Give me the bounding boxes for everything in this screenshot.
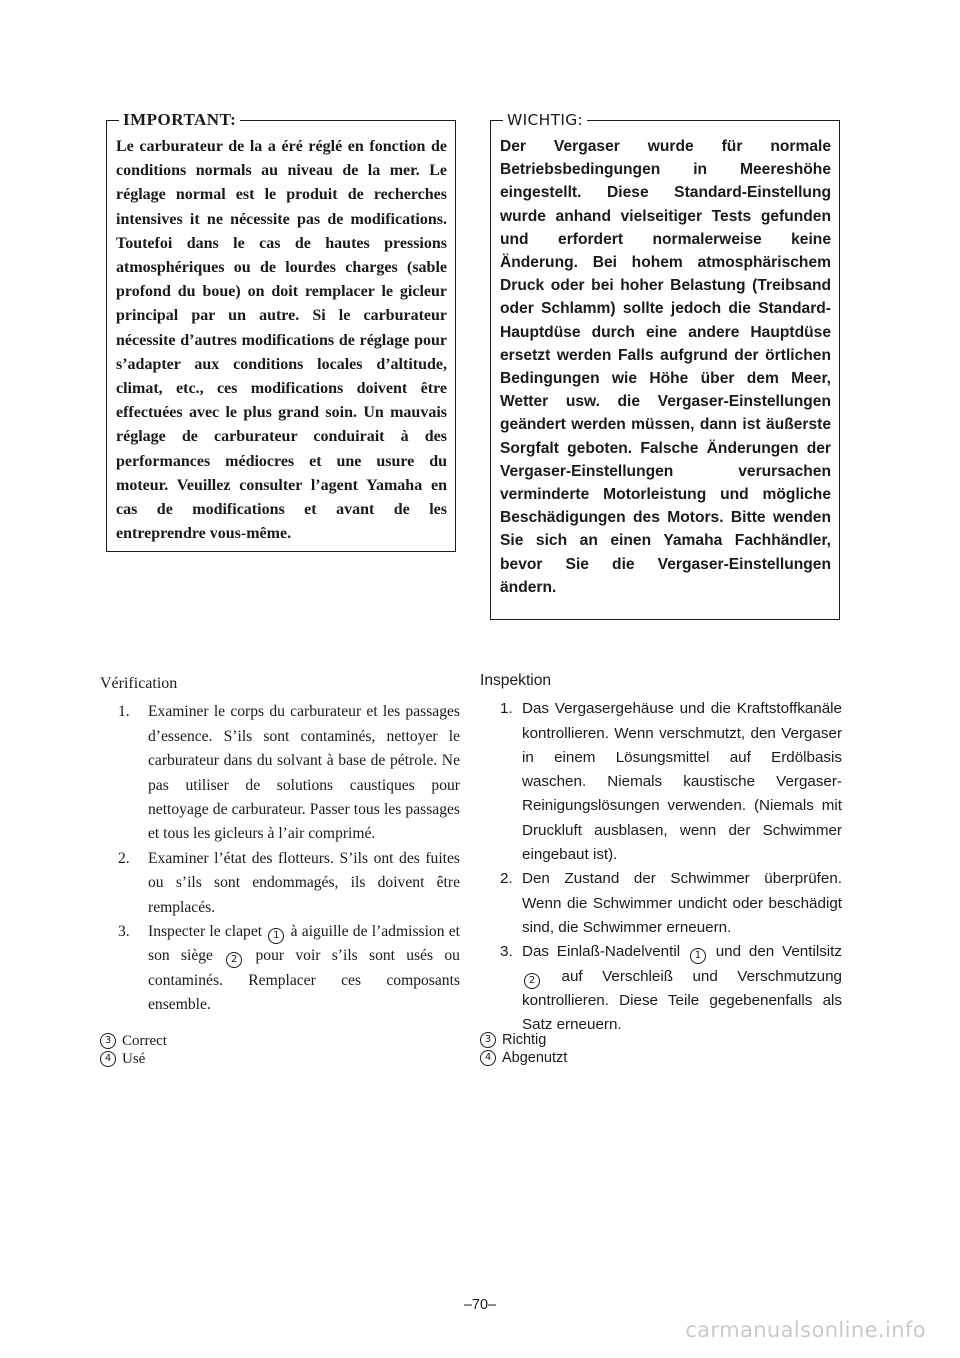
legend-text: Richtig <box>502 1032 547 1048</box>
watermark: carmanualsonline.info <box>685 1318 926 1342</box>
ref-number-icon: 3 <box>100 1033 116 1049</box>
steps-list-de <box>480 697 842 1037</box>
step-item <box>480 940 842 1037</box>
step-text-part: Das Einlaß-Nadelventil <box>522 943 681 961</box>
legend-text: Correct <box>122 1033 167 1049</box>
ref-number-icon: 1 <box>690 948 706 964</box>
legend-text: Abgenutzt <box>502 1050 568 1066</box>
step-text-part: und den Ventilsitz <box>715 943 842 961</box>
legend-item <box>480 1049 567 1067</box>
section-heading-de: Inspektion <box>480 672 552 689</box>
important-text-fr: Le carburateur de la a éré réglé en fonction de conditions normals au niveau de la mer. Le réglage normal est le produit de recherches intensives it ne nécessite pas de modifications. Toutefoi dans le cas de hautes pressions atmosphériques ou de lourdes charges (sable profond du boue) on doit remplacer le gicleur principal par un autre. Si le carburateur nécessite d’autres modifications de réglage pour s’adapter aux conditions locales d’altitude, climat, etc., ces modifications doivent être effectuées avec le plus grand soin. Un mauvais réglage de carburateur conduirait à des performances médiocres et une usure du moteur. Veuillez consulter l’agent Yamaha en cas de modifications et avant de les entreprendre vous-même. <box>116 138 447 543</box>
step-item <box>100 847 460 920</box>
step-text: Den Zustand der Schwimmer überprüfen. Wenn die Schwimmer undicht oder beschädigt sind, die Schwimmer erneuern. <box>522 870 842 936</box>
legend-text: Usé <box>122 1051 146 1067</box>
inspection-section-fr <box>100 672 460 1018</box>
ref-number-icon: 3 <box>480 1032 496 1048</box>
important-notice-fr <box>106 110 456 552</box>
ref-number-icon: 4 <box>480 1050 496 1066</box>
step-number: 3. <box>500 943 513 961</box>
legend-item <box>100 1032 167 1050</box>
page-number: –70– <box>463 1297 497 1313</box>
step-item <box>480 697 842 867</box>
step-number: 3. <box>118 923 130 941</box>
important-text-de: Der Vergaser wurde für normale Betriebsbedingungen in Meereshöhe eingestellt. Diese Standard-Einstellung wurde anhand vielseitiger Tests gefunden und erfordert normalerweise keine Änderung. Bei hohem atmosphärischem Druck oder bei hoher Belastung (Treibsand oder Schlamm) sollte jedoch die Standard-Hauptdüse durch eine andere Hauptdüse ersetzt werden Falls aufgrund der örtlichen Bedingungen wie Höhe über dem Meer, Wetter usw. die Vergaser-Einstellungen geändert werden müssen, dann ist äußerste Sorgfalt geboten. Falsche Änderungen der Vergaser-Einstellungen verursachen verminderte Motorleistung und mögliche Beschädigungen des Motors. Bitte wenden Sie sich an einen Yamaha Fachhändler, bevor Sie die Vergaser-Einstellungen ändern. <box>500 138 831 596</box>
step-text-part: pour voir s’ils sont usés ou contaminés. Remplacer ces composants ensemble. <box>148 947 460 1014</box>
step-text: Examiner le corps du carburateur et les passages d’essence. S’ils sont contaminés, nettoyer le carburateur dans du solvant à base de pétrole. Ne pas utiliser de solutions caustiques pour nettoyage de carburateur. Passer tous les passages et tous les gicleurs à l’air comprimé. <box>148 703 460 843</box>
legend-de <box>480 1031 567 1067</box>
ref-number-icon: 2 <box>524 973 540 989</box>
step-text-part: Inspecter le clapet <box>148 923 263 941</box>
step-item <box>100 920 460 1018</box>
step-text-part: auf Verschleiß und Verschmutzung kontrollieren. Diese Teile gegebenenfalls als Satz erneuern. <box>522 967 842 1034</box>
step-number: 1. <box>118 703 130 721</box>
step-number: 1. <box>500 700 513 718</box>
ref-number-icon: 2 <box>226 952 242 968</box>
step-text: Examiner l’état des flotteurs. S’ils ont des fuites ou s’ils sont endommagés, ils doivent être remplacés. <box>148 849 460 916</box>
step-number: 2. <box>500 870 513 888</box>
legend-item <box>100 1050 167 1068</box>
inspection-section-de <box>480 669 842 1037</box>
ref-number-icon: 4 <box>100 1051 116 1067</box>
steps-list-fr <box>100 700 460 1017</box>
step-item <box>480 867 842 940</box>
step-number: 2. <box>118 849 130 867</box>
important-label-fr: IMPORTANT: <box>119 110 240 130</box>
section-heading-fr: Vérification <box>100 675 178 692</box>
legend-item <box>480 1031 567 1049</box>
ref-number-icon: 1 <box>268 928 284 944</box>
step-item <box>100 700 460 846</box>
step-text: Das Vergasergehäuse und die Kraftstoffkanäle kontrollieren. Wenn verschmutzt, den Vergaser in einem Lösungsmittel auf Erdölbasis waschen. Niemals kaustische Vergaser-Reinigungslösungen verwenden. (Niemals mit Druckluft ausblasen, wenn der Schwimmer eingebaut ist). <box>522 700 842 864</box>
legend-fr <box>100 1032 167 1068</box>
important-label-de: WICHTIG: <box>503 110 587 130</box>
step-text-part: à aiguille de l’admission et son siège <box>148 923 460 965</box>
important-notice-de <box>490 111 840 620</box>
